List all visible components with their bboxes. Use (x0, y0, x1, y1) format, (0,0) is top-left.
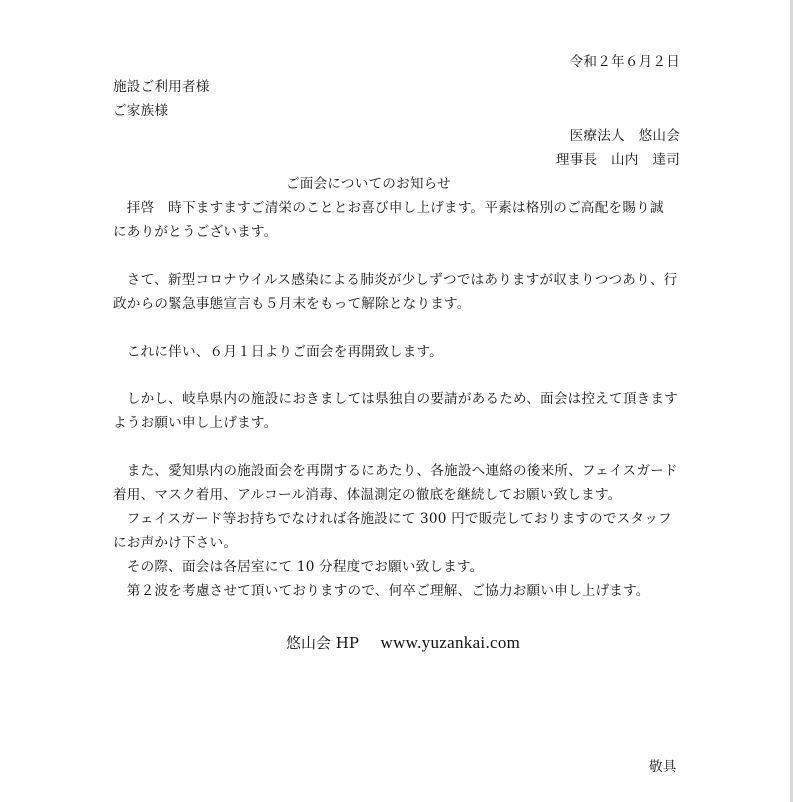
body-line: にありがとうございます。 (113, 224, 278, 240)
body-line: 着用、マスク着用、アルコール消毒、体温測定の徹底を継続してお願い致します。 (113, 487, 622, 503)
body-line: 第２波を考慮させて頂いておりますので、何卒ご理解、ご協力お願い申し上げます。 (113, 583, 650, 599)
closing: 敬具 (649, 759, 677, 775)
website-line (286, 633, 520, 653)
body-line: その際、面会は各居室にて 10 分程度でお願い致します。 (113, 559, 484, 575)
body-line: しかし、岐阜県内の施設におきましては県独自の要請があるため、面会は控えて頂きます (113, 391, 678, 407)
body-line: フェイスガード等お持ちでなければ各施設にて 300 円で販売しておりますのでスタッフ (113, 511, 672, 527)
body-line: さて、新型コロナウイルス感染による肺炎が少しずつではありますが収まりつつあり、行 (113, 272, 678, 288)
body-line: 政からの緊急事態宣言も５月末をもって解除となります。 (113, 296, 471, 312)
recipient-family: ご家族様 (113, 103, 169, 119)
website-label: 悠山会 HP (286, 634, 359, 652)
body-line: ようお願い申し上げます。 (113, 415, 278, 431)
body-line: 拝啓 時下ますますご清栄のこととお喜び申し上げます。平素は格別のご高配を賜り誠 (113, 200, 664, 216)
letter-title: ご面会についてのお知らせ (286, 176, 451, 192)
sender-organization: 医療法人 悠山会 (569, 128, 680, 144)
body-line: また、愛知県内の施設面会を再開するにあたり、各施設へ連絡の後来所、フェイスガード (113, 463, 678, 479)
sender-person: 理事長 山内 達司 (555, 152, 680, 168)
recipient-facility-users: 施設ご利用者様 (113, 79, 210, 95)
body-line: にお声かけ下さい。 (113, 535, 238, 551)
body-line: これに伴い、６月１日よりご面会を再開致します。 (113, 344, 443, 360)
letter-date: 令和２年６月２日 (569, 54, 680, 70)
website-url[interactable]: www.yuzankai.com (380, 633, 521, 652)
